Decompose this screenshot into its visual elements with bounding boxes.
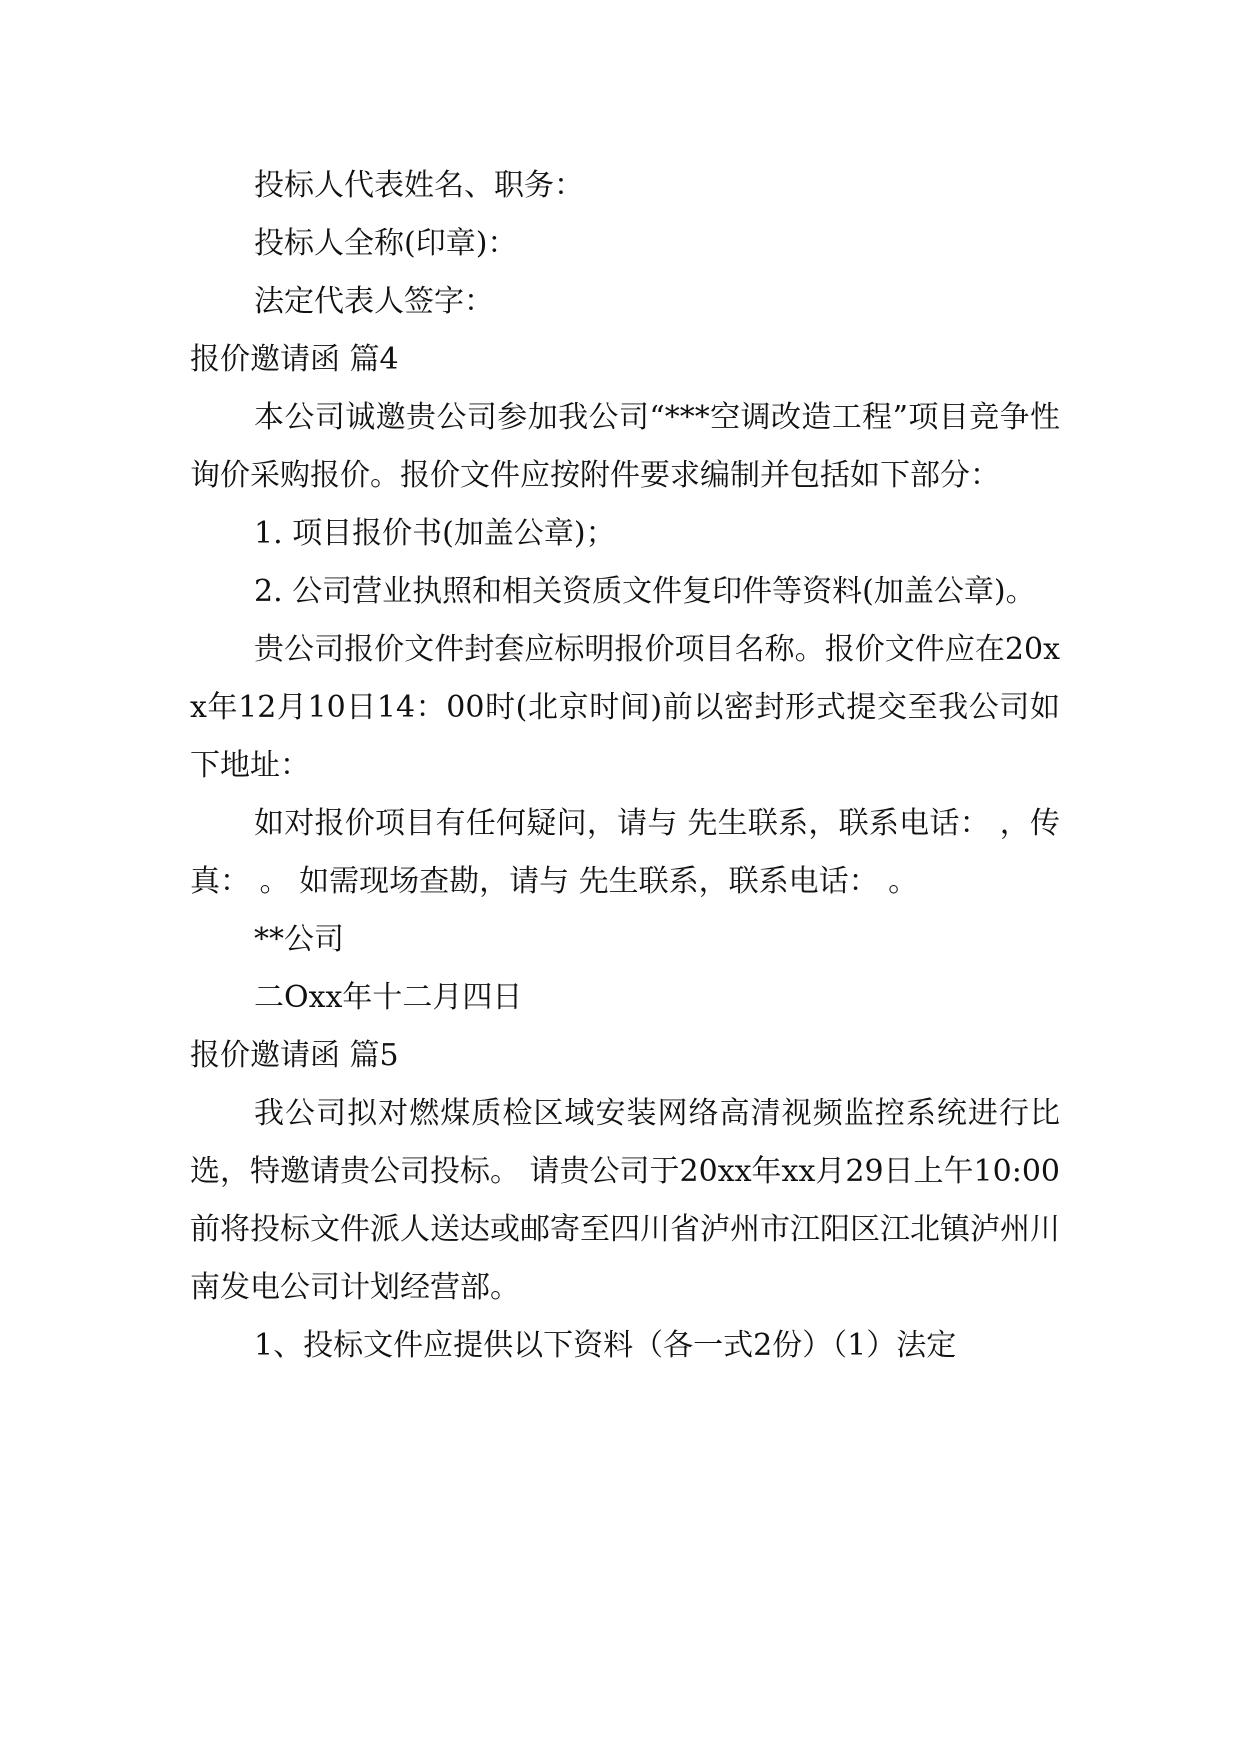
date-line: 二Oxx年十二月四日: [254, 980, 523, 1015]
bidder-name-line: 投标人全称(印章)：: [254, 226, 518, 261]
paragraph-requirements: 1、投标文件应提供以下资料（各一式2份）（1）法定: [254, 1328, 957, 1363]
paragraph-submission: 贵公司报价文件封套应标明报价项目名称。报价文件应在20xx年12月10日14：00时(北京时间)前以密封形式提交至我公司如下地址：: [190, 632, 1060, 783]
list-item-2: 2. 公司营业执照和相关资质文件复印件等资料(加盖公章)。: [254, 574, 1036, 609]
paragraph-invitation-4: 本公司诚邀贵公司参加我公司“***空调改造工程”项目竞争性询价采购报价。报价文件应按附件要求编制并包括如下部分：: [190, 400, 1060, 493]
paragraph-invitation-5: 我公司拟对燃煤质检区域安装网络高清视频监控系统进行比选，特邀请贵公司投标。 请贵公司于20xx年xx月29日上午10:00前将投标文件派人送达或邮寄至四川省泸州市江阳区江北镇泸州川南发电公司计划经营部。: [190, 1096, 1061, 1305]
company-signature: **公司: [254, 922, 344, 957]
legal-representative-line: 法定代表人签字：: [254, 284, 494, 319]
section-heading-5: 报价邀请函 篇5: [190, 1038, 399, 1073]
list-item-1: 1. 项目报价书(加盖公章)；: [254, 516, 616, 551]
paragraph-contact: 如对报价项目有任何疑问，请与 先生联系，联系电话： ，传真： 。 如需现场查勘，请与 先生联系，联系电话： 。: [190, 806, 1060, 899]
section-heading-4: 报价邀请函 篇4: [190, 342, 399, 377]
bidder-representative-line: 投标人代表姓名、职务：: [254, 168, 584, 203]
document-body: [190, 157, 1060, 1375]
